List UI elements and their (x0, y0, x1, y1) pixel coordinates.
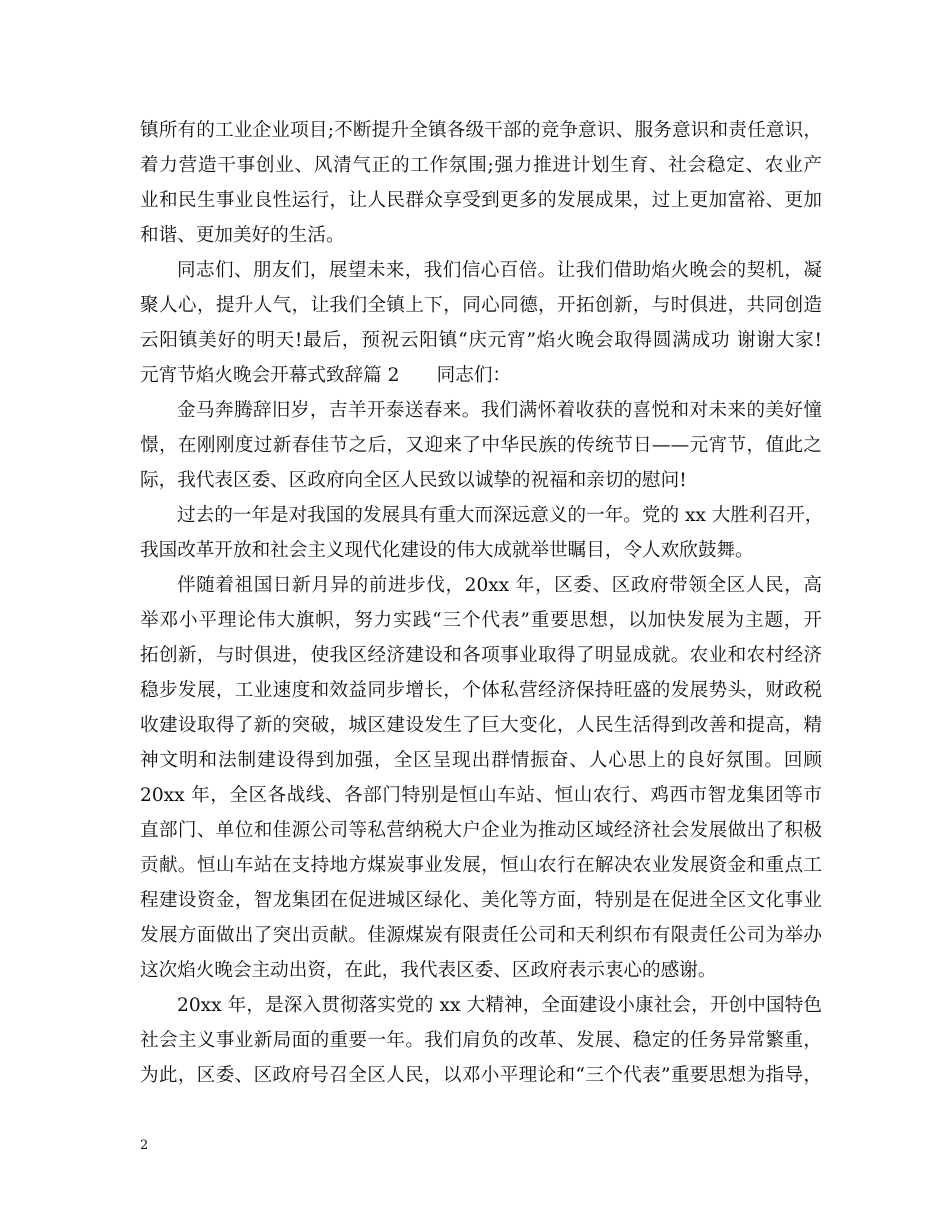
text-line: 20xx 年，是深入贯彻落实党的 xx 大精神，全面建设小康社会，开创中国特色 (177, 995, 822, 1016)
text-line: 业和民生事业良性运行，让人民群众享受到更多的发展成果，过上更加富裕、更加 (140, 190, 822, 211)
text-line: 聚人心，提升人气，让我们全镇上下，同心同德，开拓创新，与时俱进，共同创造 (140, 295, 822, 316)
text-line: 社会主义事业新局面的重要一年。我们肩负的改革、发展、稳定的任务异常繁重， (140, 1030, 822, 1051)
text-line: 际，我代表区委、区政府向全区人民致以诚挚的祝福和亲切的慰问! (140, 470, 687, 491)
text-line: 这次焰火晚会主动出资，在此，我代表区委、区政府表示衷心的感谢。 (140, 960, 717, 981)
text-line: 同志们、朋友们，展望未来，我们信心百倍。让我们借助焰火晚会的契机，凝 (177, 260, 822, 281)
text-line: 镇所有的工业企业项目;不断提升全镇各级干部的竞争意识、服务意识和责任意识， (140, 120, 822, 141)
text-line: 为此，区委、区政府号召全区人民，以邓小平理论和“三个代表”重要思想为指导， (140, 1065, 822, 1086)
text-line: 伴随着祖国日新月异的前进步伐，20xx 年，区委、区政府带领全区人民，高 (177, 575, 822, 596)
text-line: 发展方面做出了突出贡献。佳源煤炭有限责任公司和天利织布有限责任公司为举办 (140, 925, 822, 946)
page-number: 2 (140, 1138, 149, 1153)
text-line: 神文明和法制建设得到加强，全区呈现出群情振奋、人心思上的良好氛围。回顾 (140, 750, 822, 771)
text-line: 金马奔腾辞旧岁，吉羊开泰送春来。我们满怀着收获的喜悦和对未来的美好憧 (177, 400, 822, 421)
text-line: 贡献。恒山车站在支持地方煤炭事业发展，恒山农行在解决农业发展资金和重点工 (140, 855, 822, 876)
text-line: 稳步发展，工业速度和效益同步增长，个体私营经济保持旺盛的发展势头，财政税 (140, 680, 822, 701)
text-line: 拓创新，与时俱进，使我区经济建设和各项事业取得了明显成就。农业和农村经济 (140, 645, 822, 666)
text-line: 举邓小平理论伟大旗帜，努力实践“三个代表”重要思想，以加快发展为主题，开 (140, 610, 822, 631)
text-line: 直部门、单位和佳源公司等私营纳税大户企业为推动区域经济社会发展做出了积极 (140, 820, 822, 841)
text-line: 过去的一年是对我国的发展具有重大而深远意义的一年。党的 xx 大胜利召开， (177, 505, 824, 526)
section-heading-line: 元宵节焰火晚会开幕式致辞篇 2 同志们： (140, 365, 512, 386)
text-line: 着力营造干事创业、风清气正的工作氛围;强力推进计划生育、社会稳定、农业产 (140, 155, 822, 176)
text-line: 憬，在刚刚度过新春佳节之后，又迎来了中华民族的传统节日——元宵节，值此之 (140, 435, 822, 456)
text-line: 我国改革开放和社会主义现代化建设的伟大成就举世瞩目，令人欢欣鼓舞。 (140, 540, 754, 561)
document-body (140, 113, 822, 1093)
text-line: 和谐、更加美好的生活。 (140, 225, 345, 246)
text-line: 程建设资金，智龙集团在促进城区绿化、美化等方面，特别是在促进全区文化事业 (140, 890, 822, 911)
text-line: 收建设取得了新的突破，城区建设发生了巨大变化，人民生活得到改善和提高，精 (140, 715, 822, 736)
text-line: 云阳镇美好的明天!最后，预祝云阳镇“庆元宵”焰火晚会取得圆满成功 谢谢大家! (140, 330, 822, 351)
text-line: 20xx 年，全区各战线、各部门特别是恒山车站、恒山农行、鸡西市智龙集团等市 (140, 785, 822, 806)
